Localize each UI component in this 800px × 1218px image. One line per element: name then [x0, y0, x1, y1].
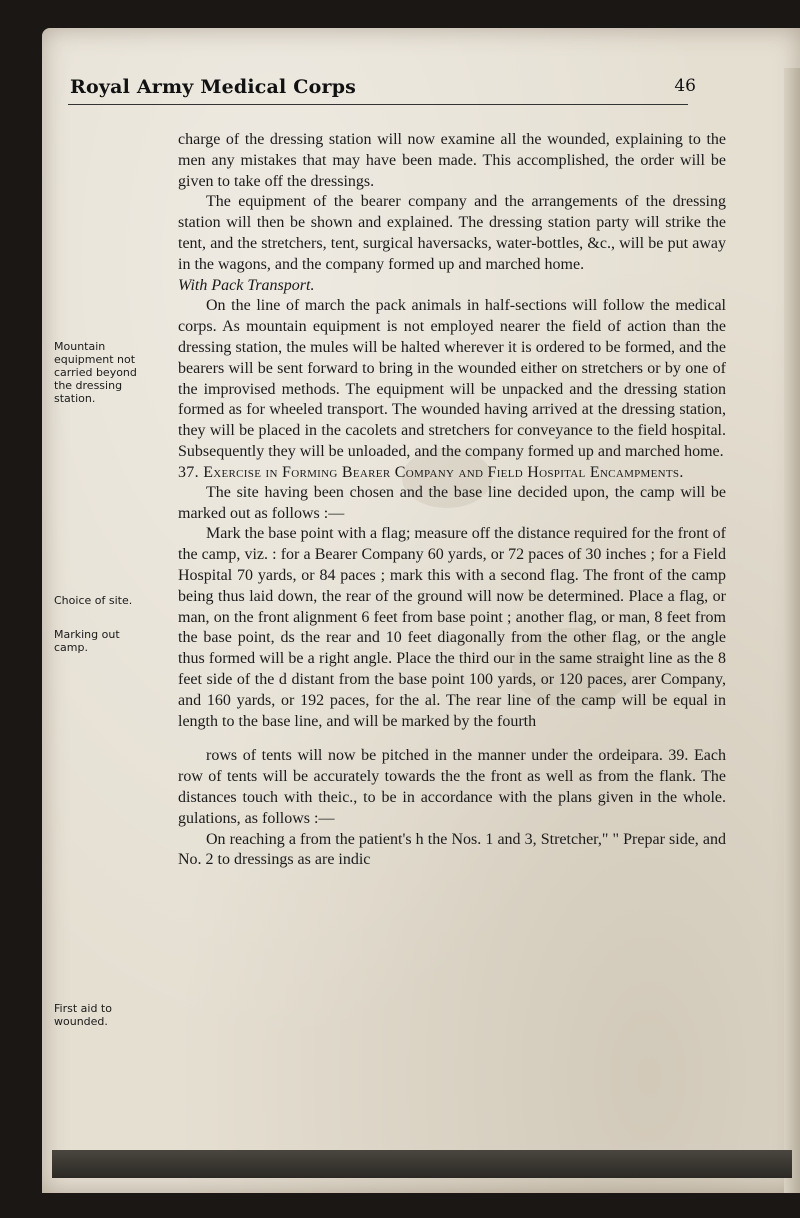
header-rule — [68, 104, 688, 105]
page-number: 46 — [674, 76, 696, 96]
paragraph-2: The equipment of the bearer company and the arrangements of the dressing station will then be shown and explained. The dressing station party will strike the tent, and the stretchers, tent, surgical haversacks, water-bottles, &c., will be put away in the wagons, and the company formed up and marched home. — [178, 193, 726, 273]
paragraph-1: charge of the dressing station will now examine all the wounded, explaining to the men any mistakes that may have been made. This accomplished, the order will be given to take off the dressings. — [178, 131, 726, 190]
margin-note-choice-of-site: Choice of site. — [54, 594, 133, 607]
margin-notes — [54, 340, 146, 1028]
running-title: Royal Army Medical Corps — [70, 76, 357, 98]
paragraph-4: The site having been chosen and the base line decided upon, the camp will be marked out as follows :— — [178, 483, 726, 522]
margin-note-mountain-equipment: Mountain equipment not carried beyond the dressing station. — [54, 340, 137, 405]
paragraph-6: rows of tents will now be pitched in the manner under the ordeipara. 39. Each row of tents will be accurately towards the the front as well as from the flank. The distances touch with theic., to be in accordance with the plans given in the whole. gulations, as follows :— — [178, 747, 726, 827]
subheading-pack-transport: With Pack Transport. — [178, 276, 315, 294]
section-heading-37: 37. Exercise in Forming Bearer Company and Field Hospital Encampments. — [178, 463, 684, 481]
body-text — [178, 130, 726, 871]
page-bottom-shadow — [52, 1150, 792, 1178]
paragraph-7: On reaching a from the patient's h the Nos. 1 and 3, Stretcher," " Prepar side, and No. 2 to dressings as are indic — [178, 830, 726, 869]
paragraph-3: On the line of march the pack animals in half-sections will follow the medical corps. As mountain equipment is not employed nearer the field of action than the dressing station, the mules will be halted wherever it is ordered to be formed, and the bearers will be sent forward to bring in the wounded either on stretchers or by one of the improvised methods. The equipment will be unpacked and the dressing station formed as for wheeled transport. The wounded having arrived at the dressing station, they will be placed in the cacolets and stretchers for conveyance to the field hospital. Subsequently they will be unloaded, and the company formed up and marched home. — [178, 297, 726, 460]
running-head — [68, 70, 696, 106]
margin-note-first-aid: First aid to wounded. — [54, 1002, 112, 1028]
paragraph-5: Mark the base point with a flag; measure off the distance required for the front of the camp, viz. : for a Bearer Company 60 yards, or 72 paces of 30 inches ; for a Field Hospital 70 yards, or 84 paces ; mark this with a second flag. The front of the camp being thus laid down, the rear of the ground will now be determined. Place a flag, or man, on the front alignment 6 feet from base point ; another flag, or man, 8 feet from the base point, ds the rear and 10 feet diagonally from the other flag, or the angle thus formed will be a right angle. Place the third our in the same straight line as the 8 feet side of the d distant from the base point 100 yards, or 120 paces, arer Company, and 160 yards, or 192 paces, for the al. The rear line of the camp will be equal in length to the base line, and will be marked by the fourth — [178, 525, 726, 730]
page-edge — [784, 68, 800, 1193]
margin-note-marking-out-camp: Marking out camp. — [54, 628, 120, 654]
